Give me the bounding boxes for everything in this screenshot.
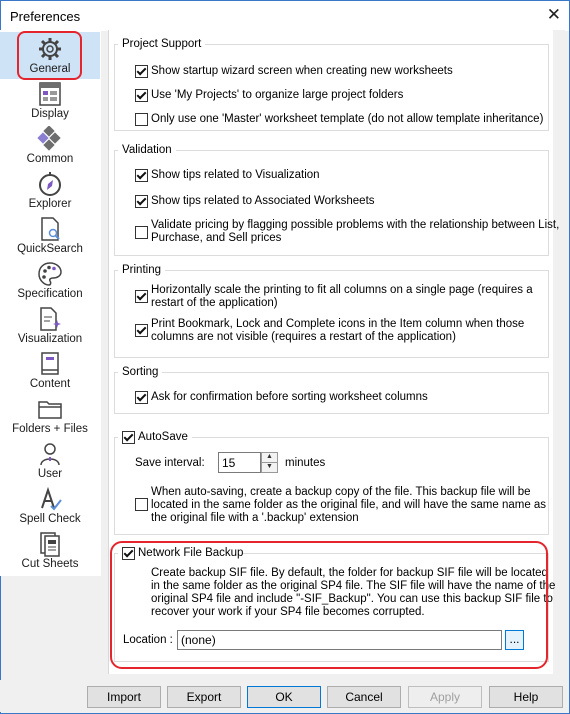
sidebar-item-label: Specification bbox=[17, 288, 83, 300]
sort-confirm-label: Ask for confirmation before sorting worksheet columns bbox=[151, 391, 428, 403]
sidebar-item-specification[interactable] bbox=[0, 261, 100, 306]
sort-confirm-checkbox[interactable] bbox=[135, 391, 148, 404]
window-title: Preferences bbox=[10, 9, 81, 24]
palette-icon bbox=[37, 261, 63, 287]
compass-icon bbox=[37, 171, 63, 197]
sidebar-item-label: User bbox=[37, 468, 63, 480]
horizontal-scale-checkbox[interactable] bbox=[135, 290, 148, 303]
save-interval-input[interactable] bbox=[218, 452, 261, 473]
validate-pricing-checkbox[interactable] bbox=[135, 226, 148, 239]
my-projects-label: Use 'My Projects' to organize large project folders bbox=[151, 89, 404, 101]
network-backup-desc-line2: in the same folder as the original SP4 file. The SIF file will have the name of the bbox=[151, 580, 556, 592]
export-button[interactable]: Export bbox=[167, 686, 241, 708]
autosave-checkbox[interactable] bbox=[122, 431, 135, 444]
network-backup-title: Network File Backup bbox=[138, 547, 244, 559]
autosave-title: AutoSave bbox=[138, 431, 188, 443]
print-icons-checkbox[interactable] bbox=[135, 324, 148, 337]
sidebar-item-common[interactable] bbox=[0, 126, 100, 171]
associated-worksheets-tips-label: Show tips related to Associated Worksheets bbox=[151, 195, 375, 207]
sidebar-item-cut-sheets[interactable] bbox=[0, 531, 100, 576]
save-interval-label: Save interval: bbox=[135, 457, 205, 469]
general-highlight bbox=[17, 31, 82, 80]
sidebar-item-label: Display bbox=[31, 108, 69, 120]
sidebar-item-visualization[interactable] bbox=[0, 306, 100, 351]
validation-title: Validation bbox=[118, 144, 176, 156]
autosave-backup-line1: When auto-saving, create a backup copy of the file. This backup file will be bbox=[151, 486, 531, 498]
horizontal-scale-label-line2: restart of the application) bbox=[151, 297, 278, 309]
sidebar-item-user[interactable] bbox=[0, 441, 100, 486]
sidebar-item-label: Visualization bbox=[17, 333, 83, 345]
book-icon bbox=[37, 351, 63, 377]
autosave-backup-line3: the original file with a '.backup' extension bbox=[151, 512, 359, 524]
interval-unit-label: minutes bbox=[285, 457, 326, 469]
print-icons-label-line2: columns are not visible (requires a restart of the application) bbox=[151, 331, 456, 343]
spell-check-icon bbox=[37, 486, 63, 512]
document-search-icon bbox=[37, 216, 63, 242]
sidebar-item-label: Cut Sheets bbox=[21, 558, 79, 570]
sidebar-item-quicksearch[interactable] bbox=[0, 216, 100, 261]
network-backup-desc-line3: original SP4 file and include "-SIF_Backup". You can use this backup SIF file to bbox=[151, 593, 553, 605]
autosave-backup-checkbox[interactable] bbox=[135, 498, 148, 511]
display-icon bbox=[37, 81, 63, 107]
startup-wizard-label: Show startup wizard screen when creating new worksheets bbox=[151, 65, 453, 77]
close-icon[interactable]: ✕ bbox=[546, 5, 561, 24]
horizontal-scale-label-line1: Horizontally scale the printing to fit all columns on a single page (requires a bbox=[151, 284, 533, 296]
print-icons-label-line1: Print Bookmark, Lock and Complete icons in the Item column when those bbox=[151, 318, 525, 330]
network-backup-desc-line4: recover your work if your SP4 file becomes corrupted. bbox=[151, 606, 425, 618]
sidebar-item-explorer[interactable] bbox=[0, 171, 100, 216]
network-backup-desc-line1: Create backup SIF file. By default, the folder for backup SIF file will be located bbox=[151, 567, 548, 579]
folder-icon bbox=[37, 396, 63, 422]
sidebar-item-label: Spell Check bbox=[19, 513, 81, 525]
sidebar-item-label: Folders + Files bbox=[12, 423, 88, 435]
sidebar-item-folders-files[interactable] bbox=[0, 396, 100, 441]
master-template-label: Only use one 'Master' worksheet template (do not allow template inheritance) bbox=[151, 113, 544, 125]
sparkle-document-icon bbox=[37, 306, 63, 332]
ok-button[interactable]: OK bbox=[247, 686, 321, 708]
user-icon bbox=[37, 441, 63, 467]
interval-down-button[interactable]: ▼ bbox=[261, 462, 278, 473]
sidebar-item-label: Explorer bbox=[28, 198, 72, 210]
help-button[interactable]: Help bbox=[489, 686, 563, 708]
sidebar-item-label: Content bbox=[29, 378, 71, 390]
project-support-title: Project Support bbox=[118, 38, 205, 50]
sidebar-item-content[interactable] bbox=[0, 351, 100, 396]
sorting-title: Sorting bbox=[118, 366, 162, 378]
network-backup-highlight bbox=[110, 541, 548, 669]
visualization-tips-label: Show tips related to Visualization bbox=[151, 169, 320, 181]
sidebar-item-label: QuickSearch bbox=[17, 243, 83, 255]
validate-pricing-label-line2: Purchase, and Sell prices bbox=[151, 232, 282, 244]
sidebar-item-display[interactable] bbox=[0, 81, 100, 126]
autosave-backup-line2: located in the same folder as the original file, and will have the same name as bbox=[151, 499, 547, 511]
diamond-icon bbox=[37, 126, 63, 152]
title-bar bbox=[1, 1, 569, 31]
cancel-button[interactable]: Cancel bbox=[327, 686, 401, 708]
master-template-checkbox[interactable] bbox=[135, 113, 148, 126]
sidebar-item-spell-check[interactable] bbox=[0, 486, 100, 531]
cut-sheets-icon bbox=[37, 531, 63, 557]
interval-up-button[interactable]: ▲ bbox=[261, 452, 278, 463]
associated-worksheets-tips-checkbox[interactable] bbox=[135, 195, 148, 208]
sidebar bbox=[0, 30, 101, 576]
location-label: Location : bbox=[123, 634, 173, 646]
visualization-tips-checkbox[interactable] bbox=[135, 169, 148, 182]
sidebar-item-label: Common bbox=[26, 153, 74, 165]
import-button[interactable]: Import bbox=[87, 686, 161, 708]
apply-button[interactable]: Apply bbox=[408, 686, 482, 708]
printing-title: Printing bbox=[118, 264, 165, 276]
browse-button[interactable]: ... bbox=[505, 630, 524, 650]
my-projects-checkbox[interactable] bbox=[135, 89, 148, 102]
sidebar-item-label: General bbox=[29, 63, 71, 75]
validate-pricing-label-line1: Validate pricing by flagging possible problems with the relationship between List, bbox=[151, 219, 560, 231]
startup-wizard-checkbox[interactable] bbox=[135, 65, 148, 78]
